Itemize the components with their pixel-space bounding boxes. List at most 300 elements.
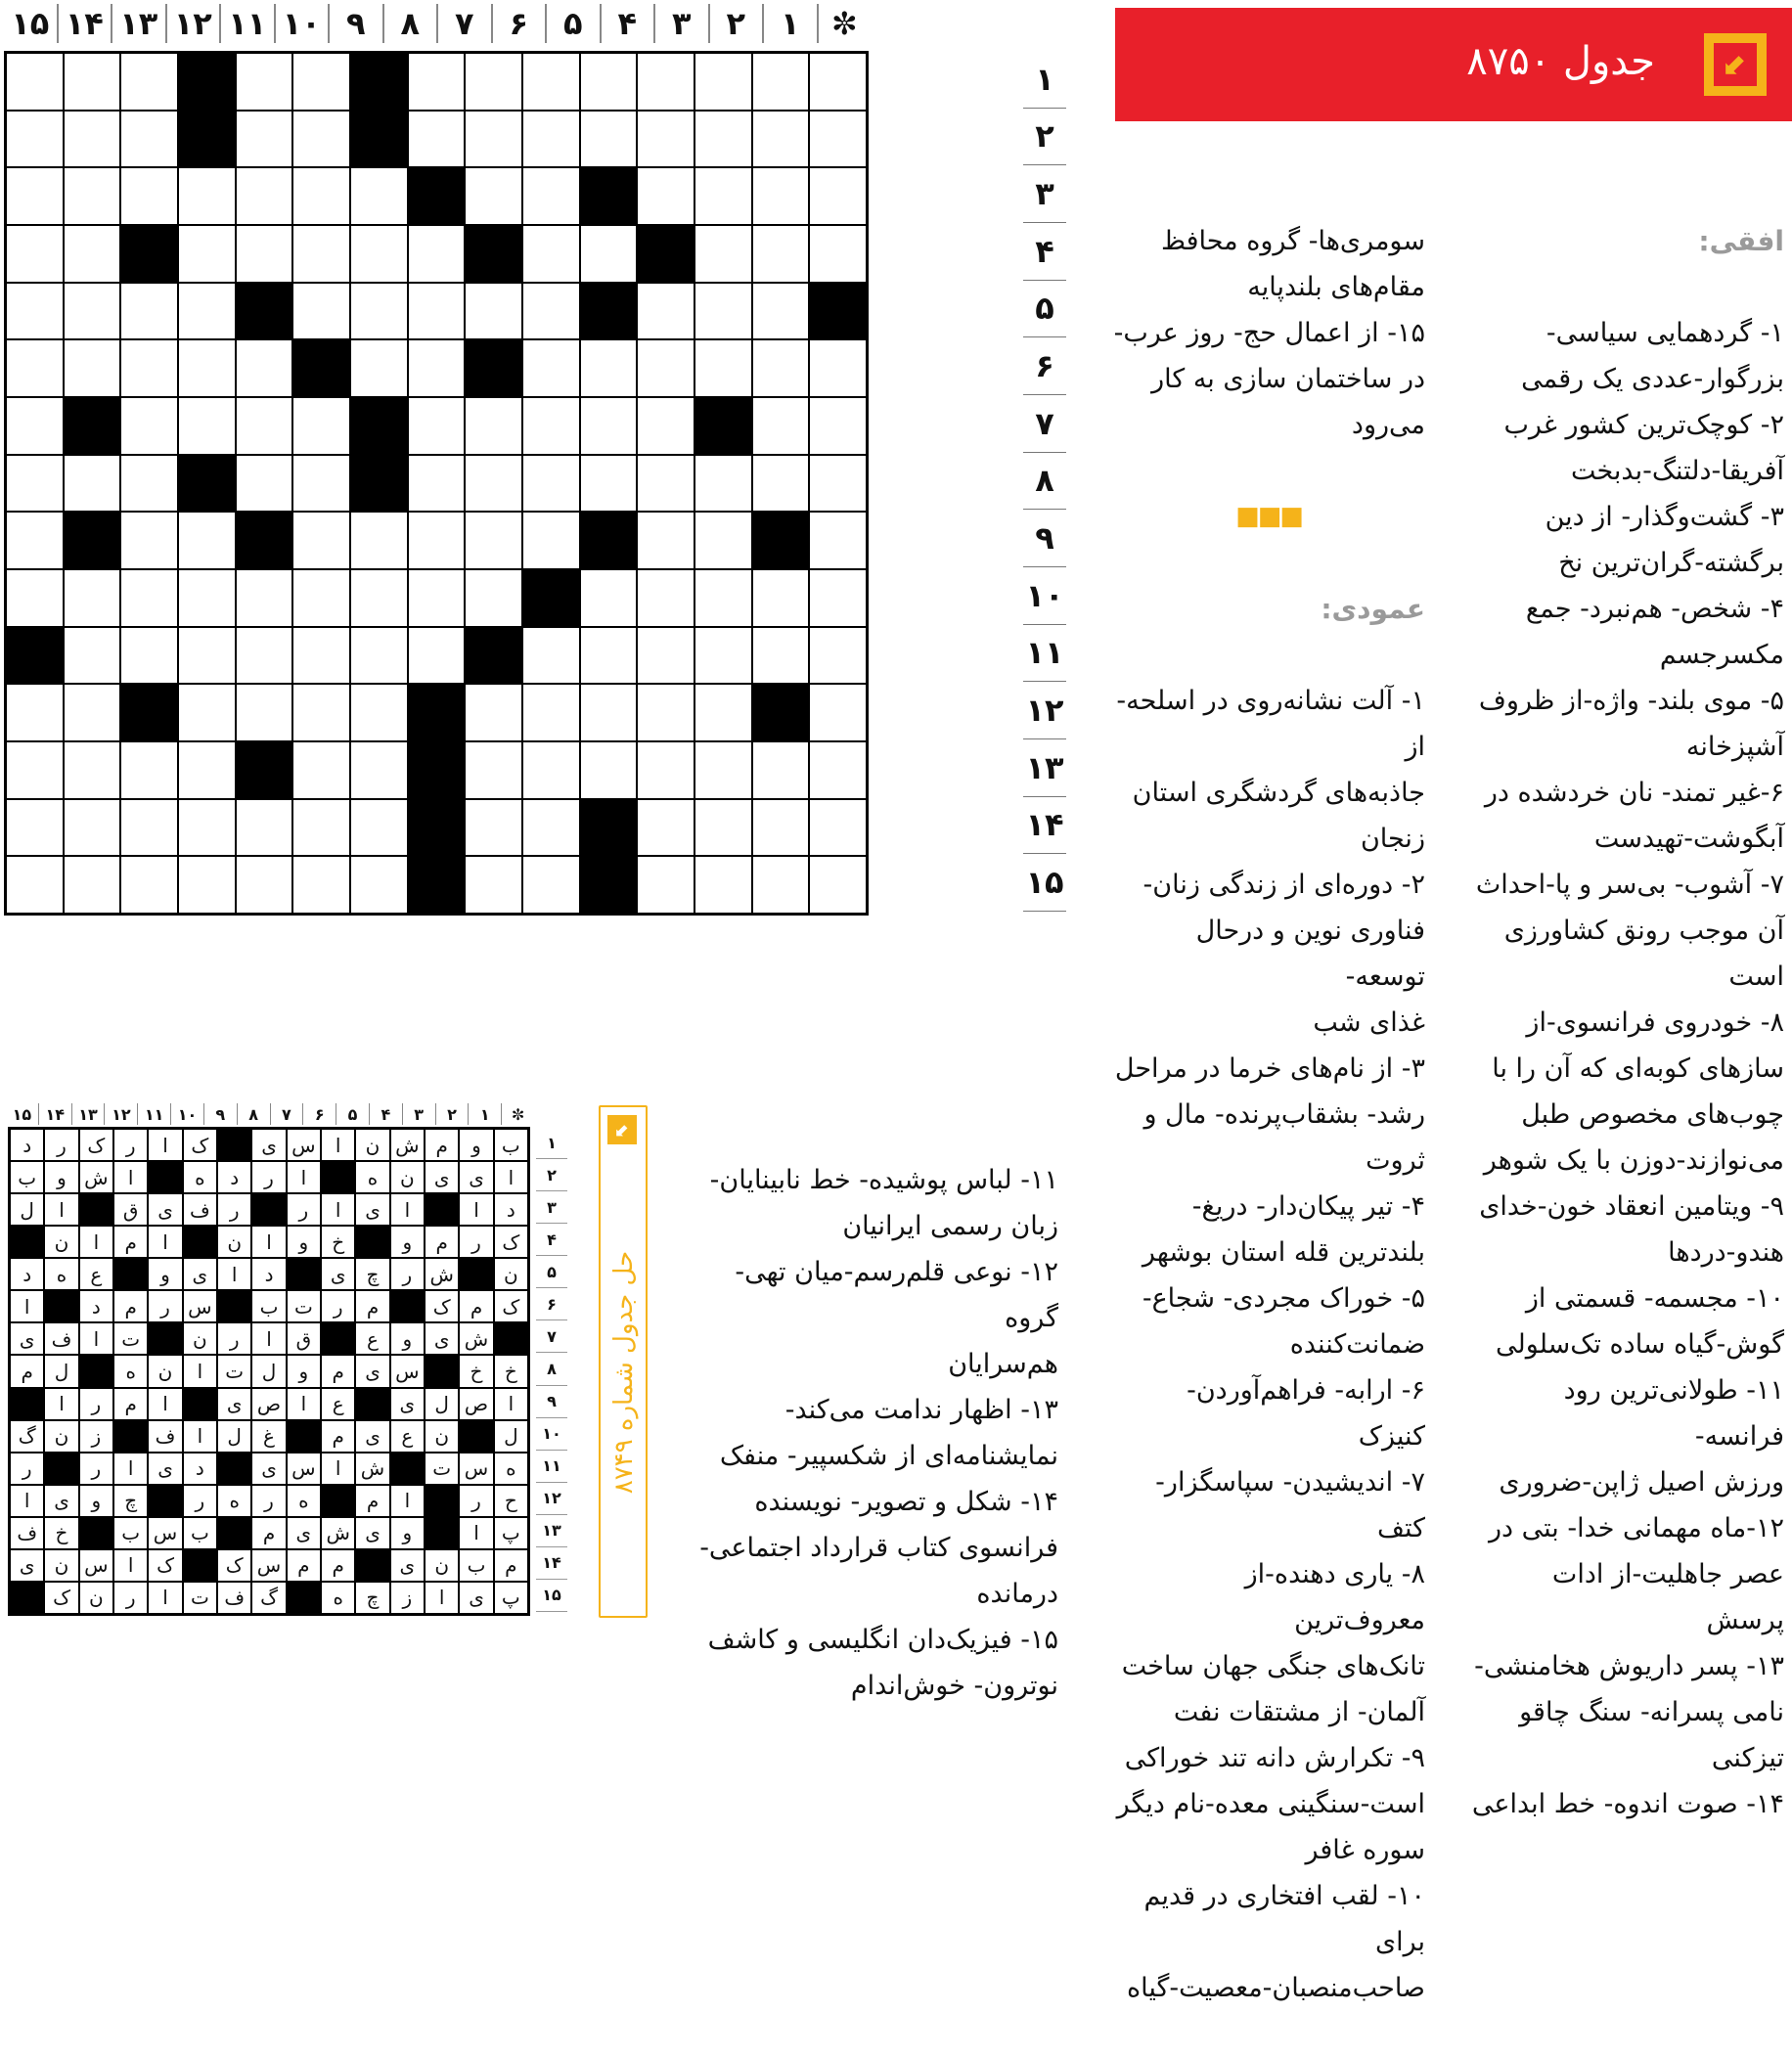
column-number: ۱۴	[57, 4, 112, 43]
empty-cell[interactable]	[522, 684, 580, 741]
solution-letter: ا	[321, 1129, 355, 1161]
empty-cell[interactable]	[408, 397, 466, 455]
empty-cell[interactable]	[120, 455, 178, 513]
row-number: ۱۲	[1023, 682, 1066, 739]
solution-letter: ک	[148, 1549, 182, 1582]
empty-cell[interactable]	[752, 225, 810, 283]
empty-cell[interactable]	[465, 111, 522, 168]
empty-cell[interactable]	[64, 856, 121, 914]
empty-cell[interactable]	[522, 339, 580, 397]
empty-cell[interactable]	[694, 111, 752, 168]
empty-cell[interactable]	[580, 397, 638, 455]
empty-cell[interactable]	[694, 53, 752, 111]
empty-cell[interactable]	[236, 627, 293, 685]
vertical-heading: عمودی:	[1321, 593, 1425, 625]
empty-cell[interactable]	[809, 799, 867, 857]
empty-cell[interactable]	[64, 53, 121, 111]
empty-cell[interactable]	[465, 741, 522, 799]
row-number: ۱	[1023, 51, 1066, 109]
empty-cell[interactable]	[408, 455, 466, 513]
black-cell	[809, 283, 867, 340]
empty-cell[interactable]	[637, 339, 694, 397]
empty-cell[interactable]	[580, 684, 638, 741]
empty-cell[interactable]	[292, 569, 350, 627]
empty-cell[interactable]	[236, 111, 293, 168]
empty-cell[interactable]	[6, 167, 64, 225]
black-cell	[752, 512, 810, 569]
empty-cell[interactable]	[64, 225, 121, 283]
empty-cell[interactable]	[752, 856, 810, 914]
empty-cell[interactable]	[6, 512, 64, 569]
solution-letter: ن	[79, 1582, 113, 1614]
empty-cell[interactable]	[6, 111, 64, 168]
row-number: ۲	[1023, 109, 1066, 166]
empty-cell[interactable]	[522, 397, 580, 455]
empty-cell[interactable]	[694, 225, 752, 283]
solution-letter: ه	[494, 1453, 528, 1485]
empty-cell[interactable]	[350, 569, 408, 627]
empty-cell[interactable]	[178, 684, 236, 741]
title-banner	[1115, 8, 1792, 121]
empty-cell[interactable]	[522, 741, 580, 799]
solution-letter: ه	[183, 1161, 217, 1193]
column-number: ۳	[653, 4, 708, 43]
black-cell	[236, 741, 293, 799]
solution-letter: ا	[494, 1388, 528, 1420]
empty-cell[interactable]	[637, 53, 694, 111]
empty-cell[interactable]	[522, 627, 580, 685]
empty-cell[interactable]	[694, 741, 752, 799]
empty-cell[interactable]	[465, 53, 522, 111]
solution-letter: ی	[355, 1355, 389, 1387]
empty-cell[interactable]	[809, 627, 867, 685]
empty-cell[interactable]	[408, 512, 466, 569]
empty-cell[interactable]	[580, 627, 638, 685]
empty-cell[interactable]	[350, 627, 408, 685]
empty-cell[interactable]	[408, 627, 466, 685]
solution-letter: ر	[113, 1582, 148, 1614]
empty-cell[interactable]	[752, 167, 810, 225]
empty-cell[interactable]	[236, 397, 293, 455]
empty-cell[interactable]	[752, 111, 810, 168]
solution-letter: ی	[425, 1161, 459, 1193]
empty-cell[interactable]	[350, 339, 408, 397]
empty-cell[interactable]	[120, 111, 178, 168]
solution-letter: ی	[321, 1258, 355, 1290]
empty-cell[interactable]	[465, 167, 522, 225]
empty-cell[interactable]	[64, 741, 121, 799]
solution-letter: ه	[355, 1161, 389, 1193]
solution-letter: ح	[494, 1485, 528, 1517]
empty-cell[interactable]	[64, 339, 121, 397]
empty-cell[interactable]	[6, 53, 64, 111]
vertical-clues-part1: ۱- آلت نشانه‌روی در اسلحه-از جاذبه‌های گردشگری استان زنجان ۲- دوره‌ای از زندگی زنان- فناوری نوین و درحال توسعه- غذای شب ۳- از نام‌های خرما در مراحل رشد- بشقاب‌پرنده- مال و ثروت ۴- تیر پیکان‌دار- دریغ- بلندترین قله استان بوشهر ۵- خوراک مجردی- شجاع- ضمانت‌کننده ۶- ارابه- فراهم‌آوردن- کنیزک ۷- اندیشیدن- سپاسگزار- کتف ۸- یاری دهنده-از معروف‌ترین تانک‌های جنگی جهان ساخت آلمان- از مشتقات نفت ۹- تکرارش دانه تند خوراکی است-سنگینی معده-نام دیگر سوره غافر ۱۰- لقب افتخاری در قدیم برای صاحب‌منصبان-معصیت-گیاه	[1114, 686, 1425, 2003]
empty-cell[interactable]	[522, 283, 580, 340]
empty-cell[interactable]	[465, 512, 522, 569]
black-cell	[217, 1129, 251, 1161]
empty-cell[interactable]	[580, 455, 638, 513]
clues-column-bottom	[687, 1111, 1058, 1755]
empty-cell[interactable]	[465, 455, 522, 513]
black-cell	[408, 856, 466, 914]
empty-cell[interactable]	[292, 741, 350, 799]
empty-cell[interactable]	[292, 283, 350, 340]
black-cell	[183, 1388, 217, 1420]
empty-cell[interactable]	[64, 455, 121, 513]
empty-cell[interactable]	[178, 225, 236, 283]
empty-cell[interactable]	[637, 856, 694, 914]
solution-letter: ص	[459, 1388, 493, 1420]
black-cell	[580, 283, 638, 340]
empty-cell[interactable]	[752, 339, 810, 397]
empty-cell[interactable]	[292, 225, 350, 283]
solution-letter: س	[183, 1290, 217, 1322]
row-number: ۹	[536, 1386, 567, 1418]
empty-cell[interactable]	[465, 684, 522, 741]
empty-cell[interactable]	[809, 512, 867, 569]
empty-cell[interactable]	[637, 167, 694, 225]
column-number: ۷	[270, 1103, 303, 1125]
empty-cell[interactable]	[637, 627, 694, 685]
empty-cell[interactable]	[408, 53, 466, 111]
empty-cell[interactable]	[350, 283, 408, 340]
empty-cell[interactable]	[522, 225, 580, 283]
column-number: ۶	[491, 4, 546, 43]
empty-cell[interactable]	[178, 569, 236, 627]
empty-cell[interactable]	[809, 684, 867, 741]
empty-cell[interactable]	[408, 339, 466, 397]
solution-letter: م	[321, 1355, 355, 1387]
empty-cell[interactable]	[292, 512, 350, 569]
solution-letter: ک	[79, 1129, 113, 1161]
empty-cell[interactable]	[178, 856, 236, 914]
empty-cell[interactable]	[694, 339, 752, 397]
empty-cell[interactable]	[350, 225, 408, 283]
empty-cell[interactable]	[236, 225, 293, 283]
empty-cell[interactable]	[120, 53, 178, 111]
empty-cell[interactable]	[292, 856, 350, 914]
solution-letter: ل	[494, 1420, 528, 1453]
empty-cell[interactable]	[752, 799, 810, 857]
empty-cell[interactable]	[64, 569, 121, 627]
empty-cell[interactable]	[120, 512, 178, 569]
empty-cell[interactable]	[465, 799, 522, 857]
empty-cell[interactable]	[178, 512, 236, 569]
solution-letter: ا	[321, 1193, 355, 1226]
empty-cell[interactable]	[292, 397, 350, 455]
black-cell	[350, 397, 408, 455]
solution-letter: م	[251, 1517, 286, 1549]
black-cell	[580, 167, 638, 225]
solution-letter: ل	[251, 1355, 286, 1387]
empty-cell[interactable]	[809, 856, 867, 914]
empty-cell[interactable]	[580, 339, 638, 397]
clues-column-middle	[1112, 172, 1425, 2057]
empty-cell[interactable]	[408, 111, 466, 168]
empty-cell[interactable]	[694, 283, 752, 340]
empty-cell[interactable]	[465, 397, 522, 455]
empty-cell[interactable]	[752, 283, 810, 340]
empty-cell[interactable]	[637, 283, 694, 340]
empty-cell[interactable]	[809, 397, 867, 455]
empty-cell[interactable]	[465, 283, 522, 340]
empty-cell[interactable]	[236, 856, 293, 914]
empty-cell[interactable]	[580, 225, 638, 283]
empty-cell[interactable]	[752, 53, 810, 111]
empty-cell[interactable]	[809, 339, 867, 397]
empty-cell[interactable]	[120, 627, 178, 685]
empty-cell[interactable]	[522, 53, 580, 111]
empty-cell[interactable]	[637, 512, 694, 569]
empty-cell[interactable]	[580, 53, 638, 111]
empty-cell[interactable]	[6, 225, 64, 283]
empty-cell[interactable]	[350, 856, 408, 914]
empty-cell[interactable]	[694, 627, 752, 685]
empty-cell[interactable]	[752, 569, 810, 627]
solution-letter: ا	[390, 1485, 425, 1517]
empty-cell[interactable]	[694, 512, 752, 569]
empty-cell[interactable]	[408, 569, 466, 627]
column-number: ۱۵	[11, 5, 50, 42]
empty-cell[interactable]	[6, 741, 64, 799]
empty-cell[interactable]	[120, 569, 178, 627]
empty-cell[interactable]	[809, 167, 867, 225]
empty-cell[interactable]	[6, 569, 64, 627]
solution-letter: پ	[494, 1517, 528, 1549]
empty-cell[interactable]	[809, 111, 867, 168]
empty-cell[interactable]	[580, 111, 638, 168]
black-cell	[44, 1290, 78, 1322]
solution-letter: ا	[113, 1453, 148, 1485]
solution-letter: ب	[183, 1517, 217, 1549]
column-number: ۱	[468, 1103, 501, 1125]
empty-cell[interactable]	[6, 799, 64, 857]
empty-cell[interactable]	[350, 167, 408, 225]
empty-cell[interactable]	[6, 339, 64, 397]
empty-cell[interactable]	[236, 339, 293, 397]
solution-letter: ا	[10, 1485, 44, 1517]
empty-cell[interactable]	[236, 455, 293, 513]
solution-letter: ی	[287, 1517, 321, 1549]
solution-letter: غ	[251, 1420, 286, 1453]
empty-cell[interactable]	[637, 799, 694, 857]
empty-cell[interactable]	[809, 455, 867, 513]
solution-letter: ش	[321, 1517, 355, 1549]
empty-cell[interactable]	[350, 684, 408, 741]
empty-cell[interactable]	[64, 111, 121, 168]
row-number: ۱۰	[536, 1418, 567, 1451]
solution-letter: خ	[494, 1355, 528, 1387]
empty-cell[interactable]	[637, 741, 694, 799]
empty-cell[interactable]	[236, 53, 293, 111]
row-number: ۴	[1023, 223, 1066, 281]
brand-logo-icon: ⬋	[1704, 33, 1767, 96]
empty-cell[interactable]	[752, 455, 810, 513]
black-cell	[321, 1485, 355, 1517]
empty-cell[interactable]	[120, 167, 178, 225]
solution-letter: س	[390, 1355, 425, 1387]
empty-cell[interactable]	[120, 339, 178, 397]
empty-cell[interactable]	[694, 856, 752, 914]
solution-letter: ق	[287, 1322, 321, 1355]
empty-cell[interactable]	[580, 741, 638, 799]
empty-cell[interactable]	[752, 397, 810, 455]
empty-cell[interactable]	[178, 167, 236, 225]
solution-letter: ی	[148, 1193, 182, 1226]
empty-cell[interactable]	[292, 627, 350, 685]
empty-cell[interactable]	[580, 569, 638, 627]
empty-cell[interactable]	[408, 225, 466, 283]
empty-cell[interactable]	[522, 512, 580, 569]
empty-cell[interactable]	[350, 741, 408, 799]
solution-letter: ن	[390, 1161, 425, 1193]
empty-cell[interactable]	[178, 339, 236, 397]
empty-cell[interactable]	[292, 53, 350, 111]
black-cell	[355, 1388, 389, 1420]
solution-letter: م	[113, 1226, 148, 1258]
solution-letter: ی	[183, 1258, 217, 1290]
empty-cell[interactable]	[350, 799, 408, 857]
solution-letter: ب	[113, 1517, 148, 1549]
corner-symbol: ✼	[817, 4, 872, 43]
empty-cell[interactable]	[292, 799, 350, 857]
black-cell	[321, 1161, 355, 1193]
column-number: ۸	[237, 1103, 270, 1125]
empty-cell[interactable]	[120, 283, 178, 340]
row-number: ۶	[536, 1288, 567, 1320]
empty-cell[interactable]	[64, 627, 121, 685]
solution-letter: ع	[355, 1322, 389, 1355]
empty-cell[interactable]	[236, 167, 293, 225]
empty-cell[interactable]	[522, 856, 580, 914]
empty-cell[interactable]	[6, 455, 64, 513]
row-number: ۷	[536, 1320, 567, 1353]
empty-cell[interactable]	[120, 741, 178, 799]
solution-label: حل جدول شماره ۸۷۴۹	[609, 1250, 639, 1495]
row-number: ۱۵	[536, 1580, 567, 1612]
empty-cell[interactable]	[236, 569, 293, 627]
solution-letter: ا	[148, 1388, 182, 1420]
solution-letter: ه	[287, 1485, 321, 1517]
black-cell	[10, 1388, 44, 1420]
empty-cell[interactable]	[6, 684, 64, 741]
empty-cell[interactable]	[694, 684, 752, 741]
main-grid-column-header	[4, 4, 871, 43]
solution-letter: م	[459, 1290, 493, 1322]
empty-cell[interactable]	[465, 856, 522, 914]
empty-cell[interactable]	[64, 283, 121, 340]
empty-cell[interactable]	[236, 684, 293, 741]
black-cell	[148, 1161, 182, 1193]
solution-label-box	[599, 1105, 648, 1618]
column-number: ۳	[402, 1103, 435, 1125]
empty-cell[interactable]	[408, 283, 466, 340]
empty-cell[interactable]	[637, 684, 694, 741]
empty-cell[interactable]	[694, 799, 752, 857]
solution-letter: د	[217, 1161, 251, 1193]
solution-letter: ی	[459, 1582, 493, 1614]
column-number: ۱۱	[137, 1103, 170, 1125]
empty-cell[interactable]	[178, 397, 236, 455]
empty-cell[interactable]	[64, 684, 121, 741]
empty-cell[interactable]	[292, 684, 350, 741]
empty-cell[interactable]	[178, 283, 236, 340]
solution-letter: ل	[217, 1420, 251, 1453]
empty-cell[interactable]	[809, 569, 867, 627]
row-number: ۹	[1023, 510, 1066, 567]
empty-cell[interactable]	[637, 569, 694, 627]
black-cell	[425, 1485, 459, 1517]
empty-cell[interactable]	[178, 627, 236, 685]
empty-cell[interactable]	[752, 741, 810, 799]
empty-cell[interactable]	[120, 799, 178, 857]
solution-letter: ا	[287, 1161, 321, 1193]
empty-cell[interactable]	[694, 569, 752, 627]
empty-cell[interactable]	[637, 111, 694, 168]
black-cell	[287, 1258, 321, 1290]
solution-letter: ش	[425, 1258, 459, 1290]
solution-letter: م	[113, 1290, 148, 1322]
empty-cell[interactable]	[64, 799, 121, 857]
empty-cell[interactable]	[178, 741, 236, 799]
column-number: ۲	[708, 4, 763, 43]
empty-cell[interactable]	[465, 569, 522, 627]
empty-cell[interactable]	[522, 455, 580, 513]
empty-cell[interactable]	[120, 397, 178, 455]
empty-cell[interactable]	[6, 856, 64, 914]
solution-letter: ز	[79, 1420, 113, 1453]
empty-cell[interactable]	[809, 741, 867, 799]
empty-cell[interactable]	[292, 111, 350, 168]
empty-cell[interactable]	[6, 283, 64, 340]
solution-letter: و	[79, 1485, 113, 1517]
empty-cell[interactable]	[178, 799, 236, 857]
solution-letter: ف	[148, 1420, 182, 1453]
empty-cell[interactable]	[522, 799, 580, 857]
solution-letter: ل	[10, 1193, 44, 1226]
empty-cell[interactable]	[694, 455, 752, 513]
row-number: ۲	[536, 1159, 567, 1191]
empty-cell[interactable]	[350, 512, 408, 569]
empty-cell[interactable]	[64, 167, 121, 225]
solution-letter: ل	[425, 1388, 459, 1420]
row-number: ۱۳	[536, 1515, 567, 1547]
solution-row-numbers	[536, 1127, 567, 1612]
solution-letter: ر	[217, 1322, 251, 1355]
solution-letter: ا	[287, 1388, 321, 1420]
column-number: ۴	[369, 1103, 402, 1125]
empty-cell[interactable]	[809, 225, 867, 283]
solution-letter: ی	[355, 1517, 389, 1549]
empty-cell[interactable]	[637, 455, 694, 513]
empty-cell[interactable]	[236, 799, 293, 857]
empty-cell[interactable]	[292, 455, 350, 513]
solution-letter: ا	[459, 1517, 493, 1549]
empty-cell[interactable]	[752, 627, 810, 685]
empty-cell[interactable]	[120, 856, 178, 914]
empty-cell[interactable]	[809, 53, 867, 111]
black-cell	[408, 684, 466, 741]
empty-cell[interactable]	[637, 397, 694, 455]
solution-letter: ف	[10, 1517, 44, 1549]
empty-cell[interactable]	[694, 167, 752, 225]
solution-letter: ا	[459, 1193, 493, 1226]
black-cell	[408, 167, 466, 225]
empty-cell[interactable]	[522, 111, 580, 168]
empty-cell[interactable]	[6, 397, 64, 455]
empty-cell[interactable]	[522, 167, 580, 225]
empty-cell[interactable]	[292, 167, 350, 225]
